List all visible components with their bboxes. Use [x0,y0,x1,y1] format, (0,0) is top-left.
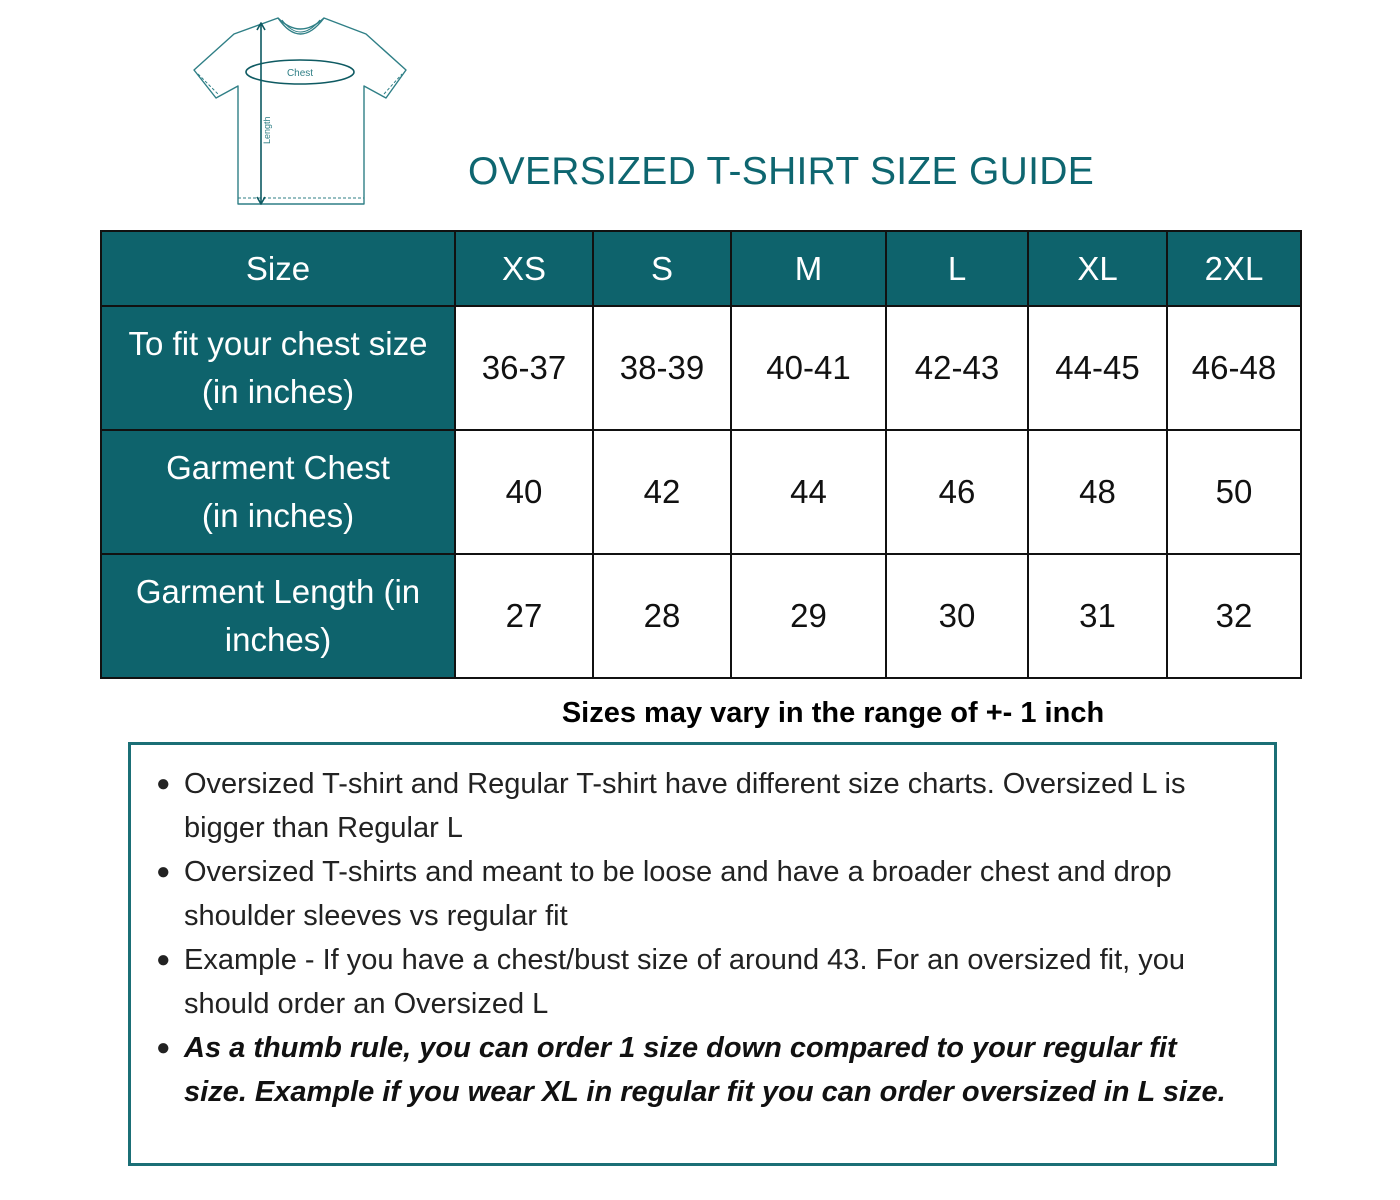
length-label: Length [262,116,272,144]
table-cell: 32 [1167,554,1301,678]
row-label-line: inches) [224,621,332,658]
table-cell: 48 [1028,430,1167,554]
table-cell: 28 [593,554,731,678]
row-label [101,554,455,678]
tip-item [153,938,1243,1026]
row-label-line: Garment Chest [166,449,390,486]
tip-text: As a thumb rule, you can order 1 size down compared to your regular fit size. Example if you wear XL in regular fit you can order oversized in L size. [184,1032,1226,1108]
tip-text: Oversized T-shirt and Regular T-shirt have different size charts. Oversized L is bigger than Regular L [184,768,1186,844]
row-label-line: (in inches) [201,497,355,534]
table-cell: 46-48 [1167,306,1301,430]
table-cell: 40 [455,430,593,554]
table-cell: 44-45 [1028,306,1167,430]
table-cell: 31 [1028,554,1167,678]
tips-list [153,762,1243,1114]
tip-text: Oversized T-shirts and meant to be loose and have a broader chest and drop shoulder sleeves vs regular fit [184,856,1172,932]
table-cell: 27 [455,554,593,678]
table-cell: 36-37 [455,306,593,430]
bullet-icon: ● [156,1034,171,1061]
size-header-label: Size [101,231,455,306]
table-cell: 38-39 [593,306,731,430]
size-column-header: 2XL [1167,231,1301,306]
size-column-header: L [886,231,1028,306]
row-label [101,430,455,554]
size-column-header: XS [455,231,593,306]
table-row [101,306,1301,430]
size-column-header: XL [1028,231,1167,306]
table-cell: 29 [731,554,886,678]
table-cell: 42-43 [886,306,1028,430]
chest-label: Chest [286,68,314,79]
size-chart-table [100,230,1302,679]
tips-box [128,742,1277,1166]
size-header-row [101,231,1301,306]
table-cell: 44 [731,430,886,554]
tshirt-outline [194,18,406,204]
page-title: OVERSIZED T-SHIRT SIZE GUIDE [468,150,1095,193]
row-label-line: To fit your chest size [128,325,428,362]
tshirt-measurement-illustration [190,14,412,210]
tip-text: Example - If you have a chest/bust size of around 43. For an oversized fit, you should order an Oversized L [184,944,1186,1020]
table-cell: 40-41 [731,306,886,430]
table-row [101,430,1301,554]
tip-item [153,850,1243,938]
bullet-icon: ● [156,946,171,973]
tip-item [153,762,1243,850]
bullet-icon: ● [156,858,171,885]
tip-item-thumb-rule [153,1026,1243,1114]
row-label-line: Garment Length (in [135,573,421,610]
size-variance-note: Sizes may vary in the range of +- 1 inch [561,697,1105,729]
bullet-icon: ● [156,770,171,797]
row-label [101,306,455,430]
row-label-line: (in inches) [201,373,355,410]
table-cell: 30 [886,554,1028,678]
table-cell: 42 [593,430,731,554]
table-cell: 46 [886,430,1028,554]
size-column-header: M [731,231,886,306]
size-column-header: S [593,231,731,306]
table-row [101,554,1301,678]
table-cell: 50 [1167,430,1301,554]
